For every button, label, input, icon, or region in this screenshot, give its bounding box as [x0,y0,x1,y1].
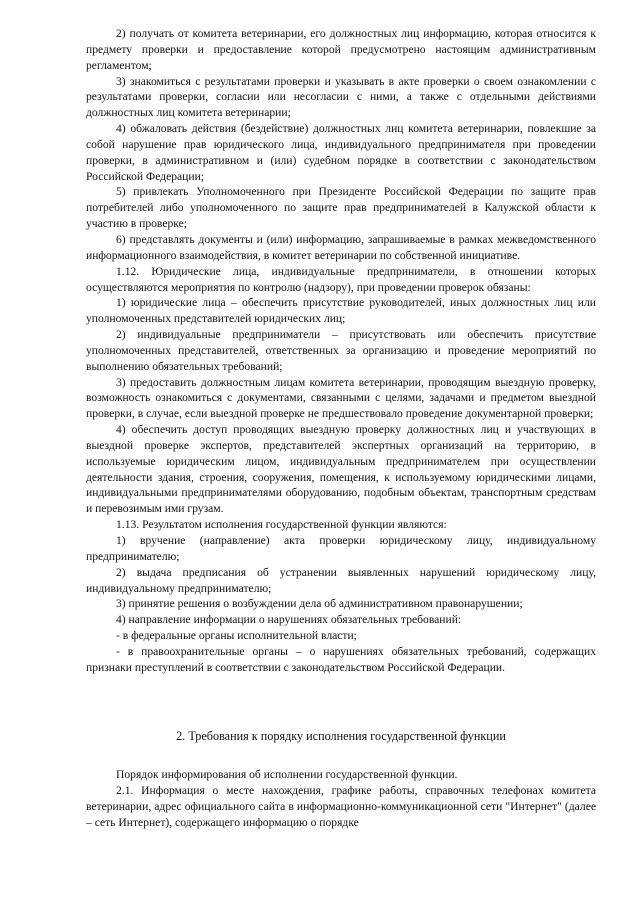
paragraph-result-4: 4) направление информации о нарушениях обязательных требований: [116,613,462,627]
paragraph-result-3: 3) принятие решения о возбуждении дела об административном правонарушении; [116,597,523,611]
paragraph-right-4: 4) обжаловать действия (бездействие) должностных лиц комитета ветеринарии, повлекшие за собой нарушение прав юридического лица, индивидуального предпринимателя при проведении проверки, в административном и (или) судебном порядке в соответствии с законодательством Российской Федерации; [86,122,596,183]
paragraph-result-2: 2) выдача предписания об устранении выявленных нарушений юридическому лицу, индивидуальному предпринимателю; [86,565,596,595]
paragraph-1-12: 1.12. Юридические лица, индивидуальные предприниматели, в отношении которых осуществляются мероприятия по контролю (надзору), при проведении проверок обязаны: [86,264,596,294]
section-heading: 2. Требования к порядку исполнения государственной функции [176,729,506,743]
document-body-section-2 [86,767,596,830]
paragraph-1-13: 1.13. Результатом исполнения государственной функции являются: [116,518,447,532]
paragraph-result-4-law: - в правоохранительные органы – о нарушениях обязательных требований, содержащих признаки преступлений в соответствии с законодательством Российской Федерации. [86,644,596,674]
paragraph-duty-4: 4) обеспечить доступ проводящих выездную проверку должностных лиц и участвующих в выездной проверке экспертов, представителей экспертных организаций на территорию, в используемые юридическим лицом, индивидуальным предпринимателем при осуществлении деятельности здания, строения, сооружения, помещения, к используемому юридическими лицами, индивидуальными предпринимателями оборудованию, подобным объектам, транспортным средствам и перевозимым ими грузам. [86,423,596,516]
paragraph-right-2: 2) получать от комитета ветеринарии, его должностных лиц информацию, которая относится к предмету проверки и предоставление которой предусмотрено настоящим административным регламентом; [86,27,596,72]
paragraph-duty-2: 2) индивидуальные предприниматели – присутствовать или обеспечить присутствие уполномоченных представителей, ответственных за организацию и проведение мероприятий по выполнению обязательных требований; [86,328,596,373]
paragraph-right-6: 6) представлять документы и (или) информацию, запрашиваемые в рамках межведомственного информационного взаимодействия, в комитет ветеринарии по собственной инициативе. [86,232,596,262]
paragraph-duty-1: 1) юридические лица – обеспечить присутствие руководителей, иных должностных лиц или уполномоченных представителей юридических лиц; [86,296,596,326]
paragraph-result-1: 1) вручение (направление) акта проверки юридическому лицу, индивидуальному предпринимателю; [86,534,596,563]
document-body [86,26,596,676]
paragraph-right-3: 3) знакомиться с результатами проверки и указывать в акте проверки о своем ознакомлении с результатами проверки, согласии или несогласии с ними, а также с отдельными действиями должностных лиц комитета ветеринарии; [86,74,596,120]
paragraph-right-5: 5) привлекать Уполномоченного при Президенте Российской Федерации по защите прав потребителей либо уполномоченного по защите прав предпринимателей в Калужской области к участию в проверке; [86,185,596,231]
paragraph-result-4-federal: - в федеральные органы исполнительной власти; [116,629,357,643]
paragraph-2-1: 2.1. Информация о месте нахождения, графике работы, справочных телефонах комитета ветеринарии, адрес официального сайта в информационно-коммуникационной сети "Интернет" (далее – сеть Интернет), содержащего информацию о порядке [86,783,596,829]
paragraph-info-order: Порядок информирования об исполнении государственной функции. [116,768,458,781]
paragraph-duty-3: 3) предоставить должностным лицам комитета ветеринарии, проводящим выездную проверку, возможность ознакомиться с документами, связанными с целями, задачами и предметом выездной проверки, в случае, если выездной проверке не предшествовало проведение документарной проверки; [86,375,596,421]
